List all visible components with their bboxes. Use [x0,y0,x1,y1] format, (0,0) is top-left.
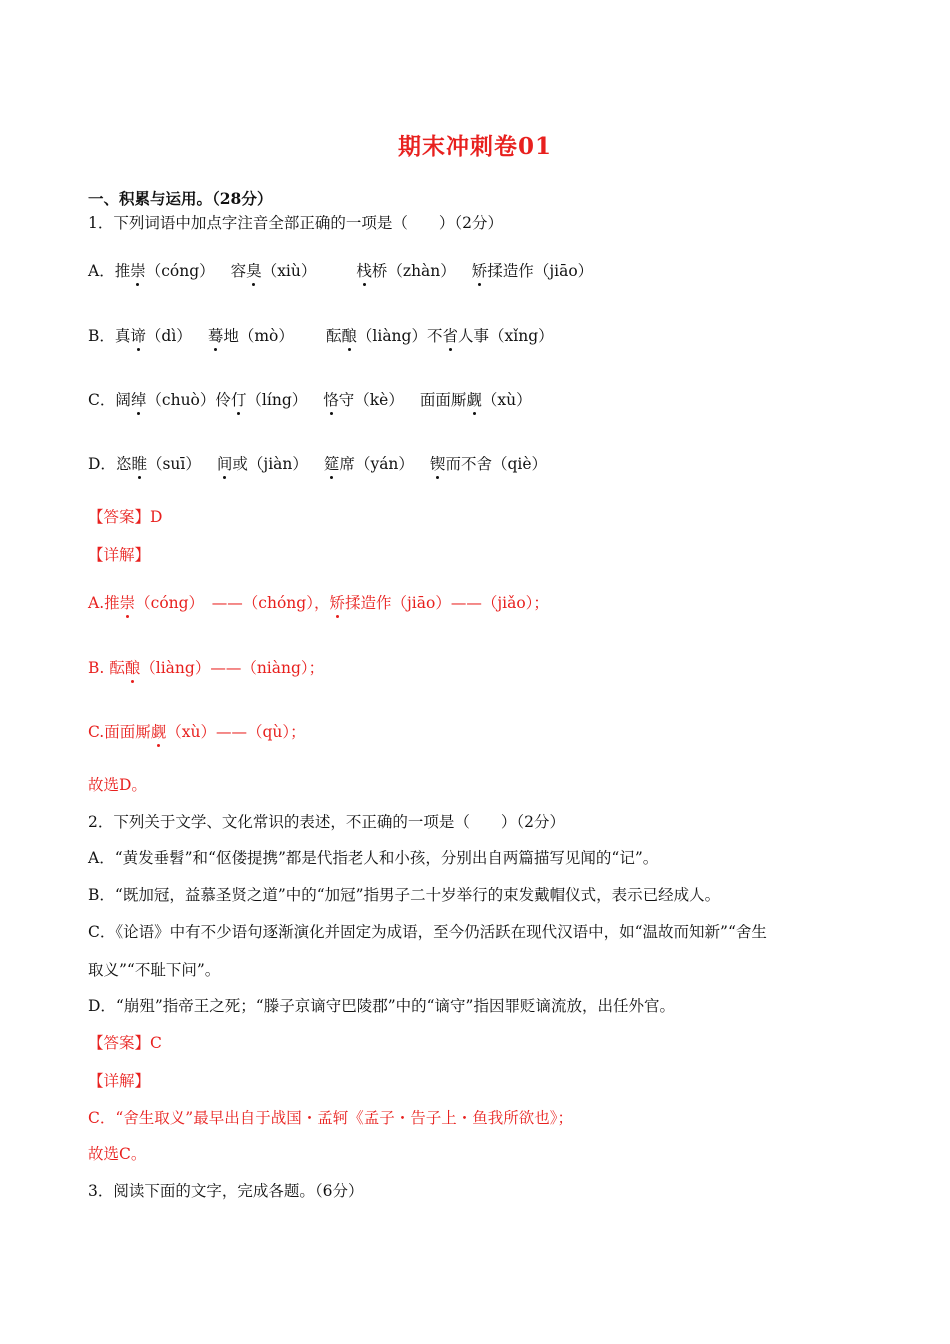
dotted-char: 觑 [466,391,482,409]
dotted-char: 崇 [119,594,136,612]
question-2-stem: 2．下列关于文学、文化常识的表述，不正确的一项是（ ）（2分） [88,813,565,831]
q2-detail-label: 【详解】 [88,1072,151,1090]
q2-explanation: C．“舍生取义”最早出自于战国・孟轲《孟子・告子上・鱼我所欲也》； [88,1109,573,1127]
dotted-char: 矫 [471,262,488,280]
q2-option-c-continued: 取义”“不耻下问”。 [88,961,221,979]
dotted-char: 酿 [341,327,357,345]
dotted-char: 栈 [356,262,372,280]
q1-option-c[interactable]: C．阔绰（chuò）伶仃（líng） 恪守（kè） 面面厮觑（xù） [88,391,532,409]
dotted-char: 崇 [130,262,146,280]
q1-option-b[interactable]: B．真谛（dì） 蓦地（mò） 酝酿（liàng）不省人事（xǐng） [88,327,554,345]
dotted-char: 矫 [329,594,345,612]
q2-option-c[interactable]: C．《论语》中有不少语句逐渐演化并固定为成语，至今仍活跃在现代汉语中，如“温故而知新”“舍生 [88,923,767,941]
q2-option-a[interactable]: A．“黄发垂髫”和“伛偻提携”都是代指老人和小孩，分别出自两篇描写见闻的“记”。 [88,849,659,867]
q2-answer: 【答案】C [88,1034,162,1052]
q2-option-b[interactable]: B．“既加冠，益慕圣贤之道”中的“加冠”指男子二十岁举行的束发戴帽仪式，表示已经成人。 [88,886,721,904]
dotted-char: 间 [216,455,233,473]
question-3-stem: 3．阅读下面的文字，完成各题。（6分） [88,1182,364,1200]
q1-answer: 【答案】D [88,508,163,526]
page-title: 期末冲刺卷01 [397,133,552,160]
q2-option-d[interactable]: D．“崩殂”指帝王之死；“滕子京谪守巴陵郡”中的“谪守”指因罪贬谪流放，出任外官。 [88,997,675,1015]
q1-explanation-b: B. 酝酿（liàng）——（niàng）； [88,659,325,677]
dotted-char: 仃 [230,391,247,409]
dotted-char: 蓦 [207,327,224,345]
q1-detail-label: 【详解】 [88,546,151,564]
dotted-char: 锲 [429,455,446,473]
dotted-char: 谛 [130,327,146,345]
q1-explanation-a: A.推崇（cóng） ——（chóng），矫揉造作（jiāo）——（jiǎo）； [88,594,549,612]
question-1-stem: 1．下列词语中加点字注音全部正确的一项是（ ）（2分） [88,214,503,232]
q1-conclusion: 故选D。 [88,776,147,794]
q2-conclusion: 故选C。 [88,1145,147,1163]
dotted-char: 筵 [323,455,340,473]
dotted-char: 省 [442,327,458,345]
q1-option-d[interactable]: D．恣睢（suī） 间或（jiàn） 筵席（yán） 锲而不舍（qiè） [88,455,548,473]
dotted-char: 绰 [130,391,147,409]
dotted-char: 睢 [131,455,147,473]
dotted-char: 觑 [150,723,167,741]
q1-option-a[interactable]: A．推崇（cóng） 容臭（xiù） 栈桥（zhàn） 矫揉造作（jiāo） [88,262,594,280]
section-heading: 一、积累与运用。（28分） [88,189,273,208]
q1-explanation-c: C.面面厮觑（xù）——（qù）； [88,723,306,741]
dotted-char: 恪 [323,391,339,409]
dotted-char: 臭 [246,262,262,280]
dotted-char: 酿 [124,659,141,677]
